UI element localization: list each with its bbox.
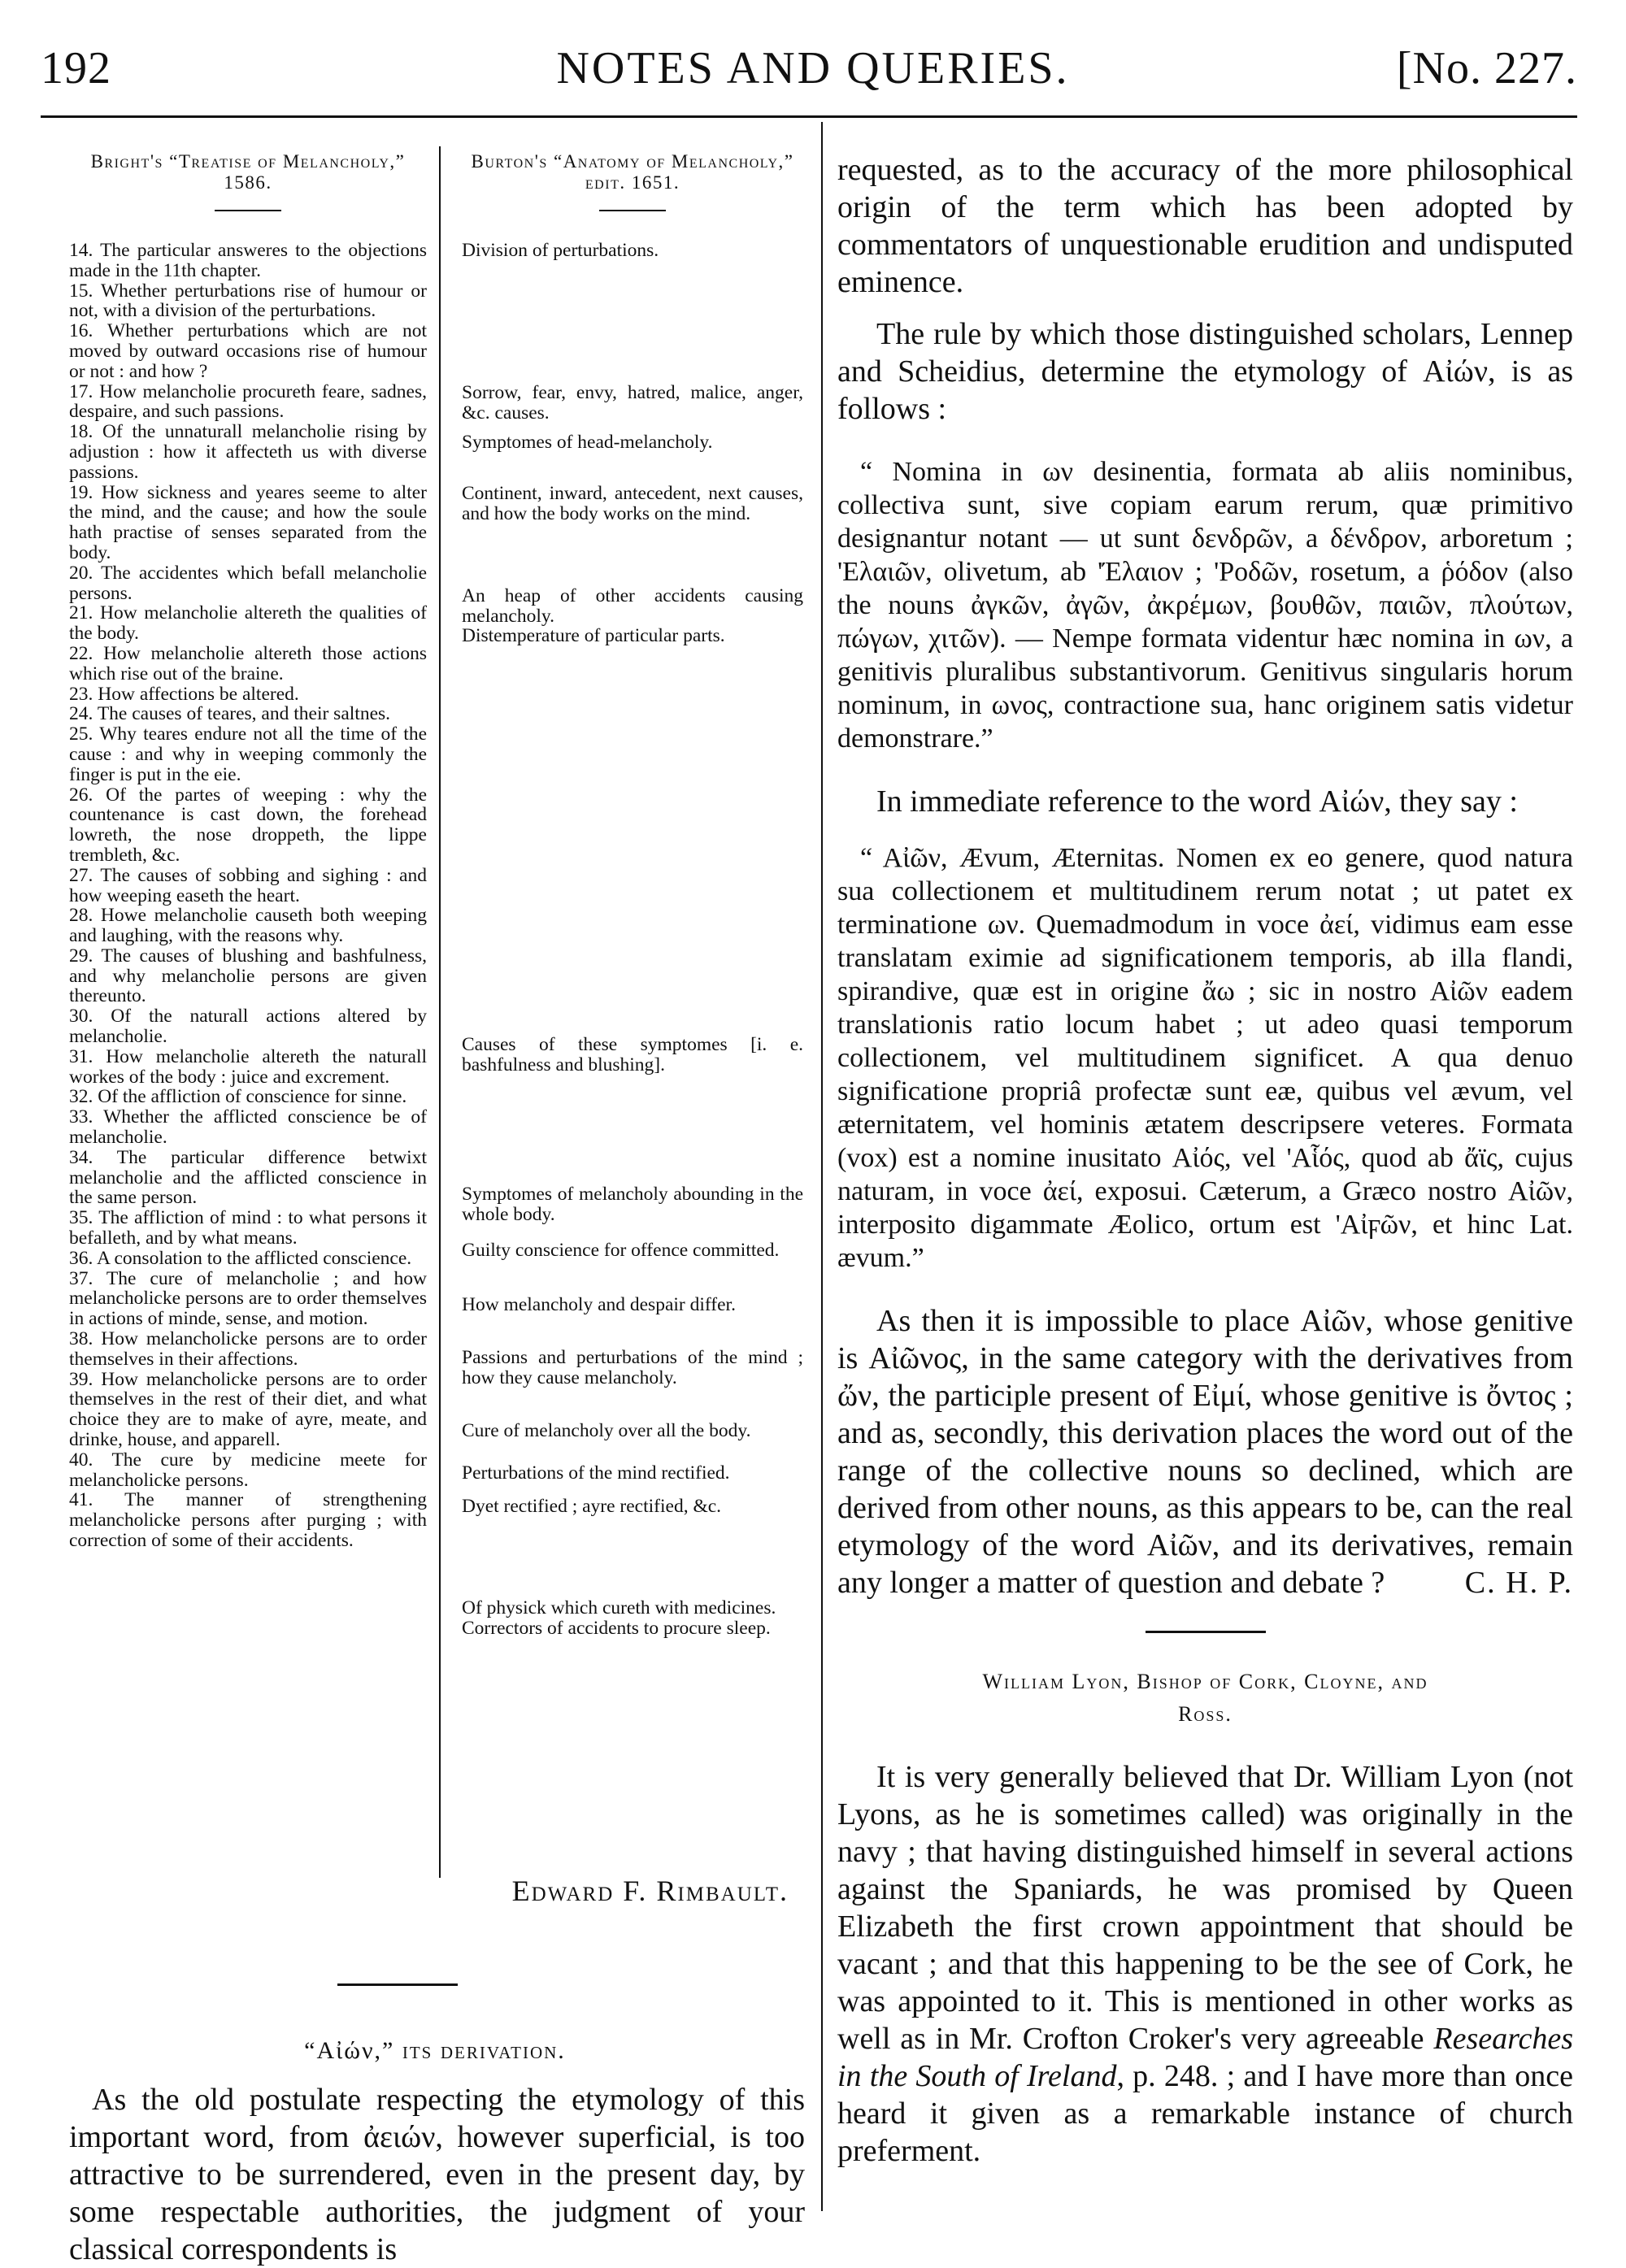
bright-item: 40. The cure by medicine meete for melancholicke persons.	[69, 1449, 427, 1491]
burton-entry: An heap of other accidents causing melancholy.	[462, 584, 803, 627]
bright-item: 24. The causes of teares, and their saltnes.	[69, 703, 391, 725]
burton-entry: How melancholy and despair differ.	[462, 1294, 736, 1316]
bright-treatise-column	[69, 151, 427, 1551]
burton-heading: Burton's “Anatomy of Melancholy,” edit. 1651.	[471, 151, 794, 193]
bright-item: 41. The manner of strengthening melancholicke persons after purging ; with correction of some of their accidents.	[69, 1489, 427, 1551]
burton-entry: Continent, inward, antecedent, next causes, and how the body works on the mind.	[462, 483, 803, 524]
section-rule	[337, 1983, 458, 1986]
lennep-quotation-2: “ Αἰῶν, Ævum, Æternitas. Nomen ex eo genere, quod natura sua collectionem et multitudinem rerum notat ; ut patet ex terminatione ων. Quemadmodum in voce ἀεί, vidimus eam esse translatam eximie ad significationem temporis, ab illa flandi, spirandive, quæ est in origine ἄω ; sic in nostro Αἰῶν eadem translationis ratio locum habet ; ut adeo quasi temporum collectionem, vel multitudinem significet. A qua denuo significatione propriâ profectæ sunt eæ, quibus vel ævum, vel æternitatem, vel hominis ætatem descripsere veteres. Formata (vox) est a nomine inusitato Αἰός, vel 'Αἷός, quod ab ἄϊς, cujus naturam, in voce ἀεί, exposui. Cæterum, a Græco nostro Αἰῶν, interposito digammate Æolico, ortum est 'Αἰϝῶν, et hinc Lat. ævum.”	[837, 843, 1573, 1273]
right-column	[837, 151, 1573, 2170]
burton-heading-rule	[599, 210, 666, 211]
bright-item: 39. How melancholicke persons are to order themselves in the rest of their diet, and what choice they are to make of ayre, meate, and drinke, house, and apparell.	[69, 1368, 427, 1451]
section-rule-right	[1146, 1631, 1266, 1633]
bright-item: 28. Howe melancholie causeth both weeping and laughing, with the reasons why.	[69, 905, 427, 947]
burton-entry: Dyet rectified ; ayre rectified, &c.	[462, 1496, 722, 1518]
burton-entry-list	[462, 241, 803, 1639]
article-title-aion	[69, 2037, 801, 2065]
bright-item: 17. How melancholie procureth feare, sadnes, despaire, and such passions.	[69, 380, 427, 423]
burton-entry: Correctors of accidents to procure sleep.	[462, 1617, 771, 1639]
bright-item: 27. The causes of sobbing and sighing : and how weeping easeth the heart.	[69, 864, 427, 906]
page-column-divider	[821, 122, 823, 2211]
issue-number: [No. 227.	[1396, 43, 1577, 93]
burton-entry: Cure of melancholy over all the body.	[462, 1419, 751, 1441]
article-aion-rule-paragraph: The rule by which those distinguished scholars, Lennep and Scheidius, determine the etymology of Αἰών, is as follows :	[837, 317, 1573, 426]
header-rule	[41, 115, 1577, 118]
bright-item: 32. Of the affliction of conscience for sinne.	[69, 1086, 407, 1108]
bright-item: 31. How melancholie altereth the naturall workes of the body : juice and excrement.	[69, 1045, 427, 1088]
bright-item: 19. How sickness and yeares seeme to alter the mind, and the cause; and how the soule hath practise of senses separated from the body.	[69, 481, 427, 563]
signature-rimbault: Edward F. Rimbault.	[511, 1875, 789, 1907]
bright-item: 34. The particular difference betwixt melancholie and the afflicted conscience in the same person.	[69, 1146, 427, 1209]
bright-item: 22. How melancholie altereth those actions which rise out of the braine.	[69, 642, 427, 684]
burton-anatomy-column	[462, 151, 803, 1639]
burton-entry: Division of perturbations.	[462, 240, 659, 261]
article-aion-continuation: requested, as to the accuracy of the more philosophical origin of the term which has been adopted by commentators of unquestionable erudition and undisputed eminence.	[837, 153, 1573, 299]
bright-item: 26. Of the partes of weeping : why the countenance is cast down, the forehead lowreth, the nose droppeth, the lippe trembleth, &c.	[69, 784, 427, 866]
burton-entry: Distemperature of particular parts.	[462, 625, 725, 647]
bright-heading: Bright's “Treatise of Melancholy,” 1586.	[90, 151, 406, 193]
bright-item: 20. The accidentes which befall melancholie persons.	[69, 562, 427, 604]
article-lyon-body	[837, 1758, 1573, 2170]
author-initials: C. H. P.	[1464, 1566, 1573, 1600]
table-column-divider	[439, 146, 441, 1878]
bright-item: 37. The cure of melancholie ; and how melancholicke persons are to order themselves in actions of minde, sense, and motion.	[69, 1267, 427, 1330]
burton-entry: Passions and perturbations of the mind ; how they cause melancholy.	[462, 1346, 803, 1388]
article-lyon-title-line1: William Lyon, Bishop of Cork, Cloyne, and	[982, 1670, 1428, 1693]
bright-item: 30. Of the naturall actions altered by melancholie.	[69, 1006, 427, 1048]
bright-item-list	[69, 241, 427, 1551]
bright-item: 36. A consolation to the afflicted conscience.	[69, 1247, 412, 1269]
burton-entry: Perturbations of the mind rectified.	[462, 1462, 730, 1484]
article-aion-opening: As the old postulate respecting the etymology of this important word, from ἀειών, however superficial, is too attractive to be surrendered, even in the present day, by some respectable authorities, the judgment of your classical correspondents is	[69, 2083, 805, 2266]
lyon-body-end: , p. 248. ; and I have more than once heard it given as a remarkable instance of church preferment.	[837, 2059, 1573, 2168]
burton-entry: Of physick which cureth with medicines.	[462, 1597, 776, 1618]
bright-item: 33. Whether the afflicted conscience be of melancholie.	[69, 1106, 427, 1149]
article-lyon-title-line2: Ross.	[1178, 1702, 1233, 1726]
bright-item: 18. Of the unnaturall melancholie rising by adjustion : how it affecteth us with diverse passions.	[69, 421, 427, 483]
article-title-text: its derivation.	[402, 2037, 566, 2064]
conclusion-text: As then it is impossible to place Αἰῶν, whose genitive is Αἰῶνος, in the same category with the derivatives from ὤν, the participle present of Εἰμί, whose genitive is ὄντος ; and as, secondly, this derivation places the word out of the range of the collective nouns so declined, which are derived from other nouns, as this appears to be, can the real etymology of the word Αἰῶν, and its derivatives, remain any longer a matter of question and debate ?	[837, 1304, 1573, 1600]
bright-item: 35. The affliction of mind : to what persons it befalleth, and by what means.	[69, 1207, 427, 1249]
bright-item: 15. Whether perturbations rise of humour or not, with a division of the perturbations.	[69, 280, 427, 322]
lyon-body-start: It is very generally believed that Dr. William Lyon (not Lyons, as he is sometimes called) was originally in the navy ; that having distinguished himself in several actions against the Spaniards, he was promised by Queen Elizabeth the first crown appointment that should be vacant ; and that this happening to be the see of Cork, he was appointed to it. This is mentioned in other works as well as in Mr. Crofton Croker's very agreeable	[837, 1760, 1573, 2056]
burton-entry: Causes of these symptomes [i. e. bashfulness and blushing].	[462, 1034, 803, 1075]
article-aion-reference-paragraph: In immediate reference to the word Αἰών, they say :	[876, 784, 1518, 819]
bright-item: 16. Whether perturbations which are not moved by outward occasions rise of humour or not : and how ?	[69, 320, 427, 382]
bright-item: 38. How melancholicke persons are to order themselves in their affections.	[69, 1328, 427, 1370]
burton-entry: Symptomes of melancholy abounding in the whole body.	[462, 1183, 803, 1225]
bright-heading-rule	[215, 210, 281, 211]
bright-item: 14. The particular answeres to the objections made in the 11th chapter.	[69, 240, 427, 281]
article-aion-conclusion	[837, 1302, 1573, 1601]
burton-entry: Guilty conscience for offence committed.	[462, 1240, 780, 1262]
page-number: 192	[41, 43, 111, 93]
lennep-quotation-1: “ Nomina in ων desinentia, formata ab aliis nominibus, collectiva sunt, sive copiam earum rerum, quæ primitivo designantur notant — ut sunt δενδρῶν, a δένδρον, arboretum ; 'Ελαιῶν, olivetum, ab 'Έλαιον ; 'Ροδῶν, rosetum, a ῥόδον (also the nouns ἀγκῶν, ἀγῶν, ἀκρέμων, βουθῶν, παιῶν, πλούτων, πώγων, χιτῶν). — Nempe formata videntur hæc nomina in ων, a genitivis pluralibus substantivorum. Genitivus singularis horum nominum, in ωνος, contractione sua, hanc originem satis videtur demonstrare.”	[837, 457, 1573, 754]
burton-entry: Sorrow, fear, envy, hatred, malice, anger, &c. causes.	[462, 381, 803, 424]
article-title-greek: “Αἰών,”	[304, 2037, 395, 2064]
bright-item: 23. How affections be altered.	[69, 683, 299, 705]
book-title: Researches in the South of Ireland	[837, 2022, 1573, 2093]
bright-item: 25. Why teares endure not all the time of the cause : and why in weeping commonly the finger is put in the eie.	[69, 723, 427, 785]
bright-item: 21. How melancholie altereth the qualities of the body.	[69, 602, 427, 645]
bright-item: 29. The causes of blushing and bashfulness, and why melancholie persons are given thereunto.	[69, 945, 427, 1007]
journal-title: NOTES AND QUERIES.	[556, 43, 1070, 93]
burton-entry: Symptomes of head-melancholy.	[462, 432, 713, 454]
